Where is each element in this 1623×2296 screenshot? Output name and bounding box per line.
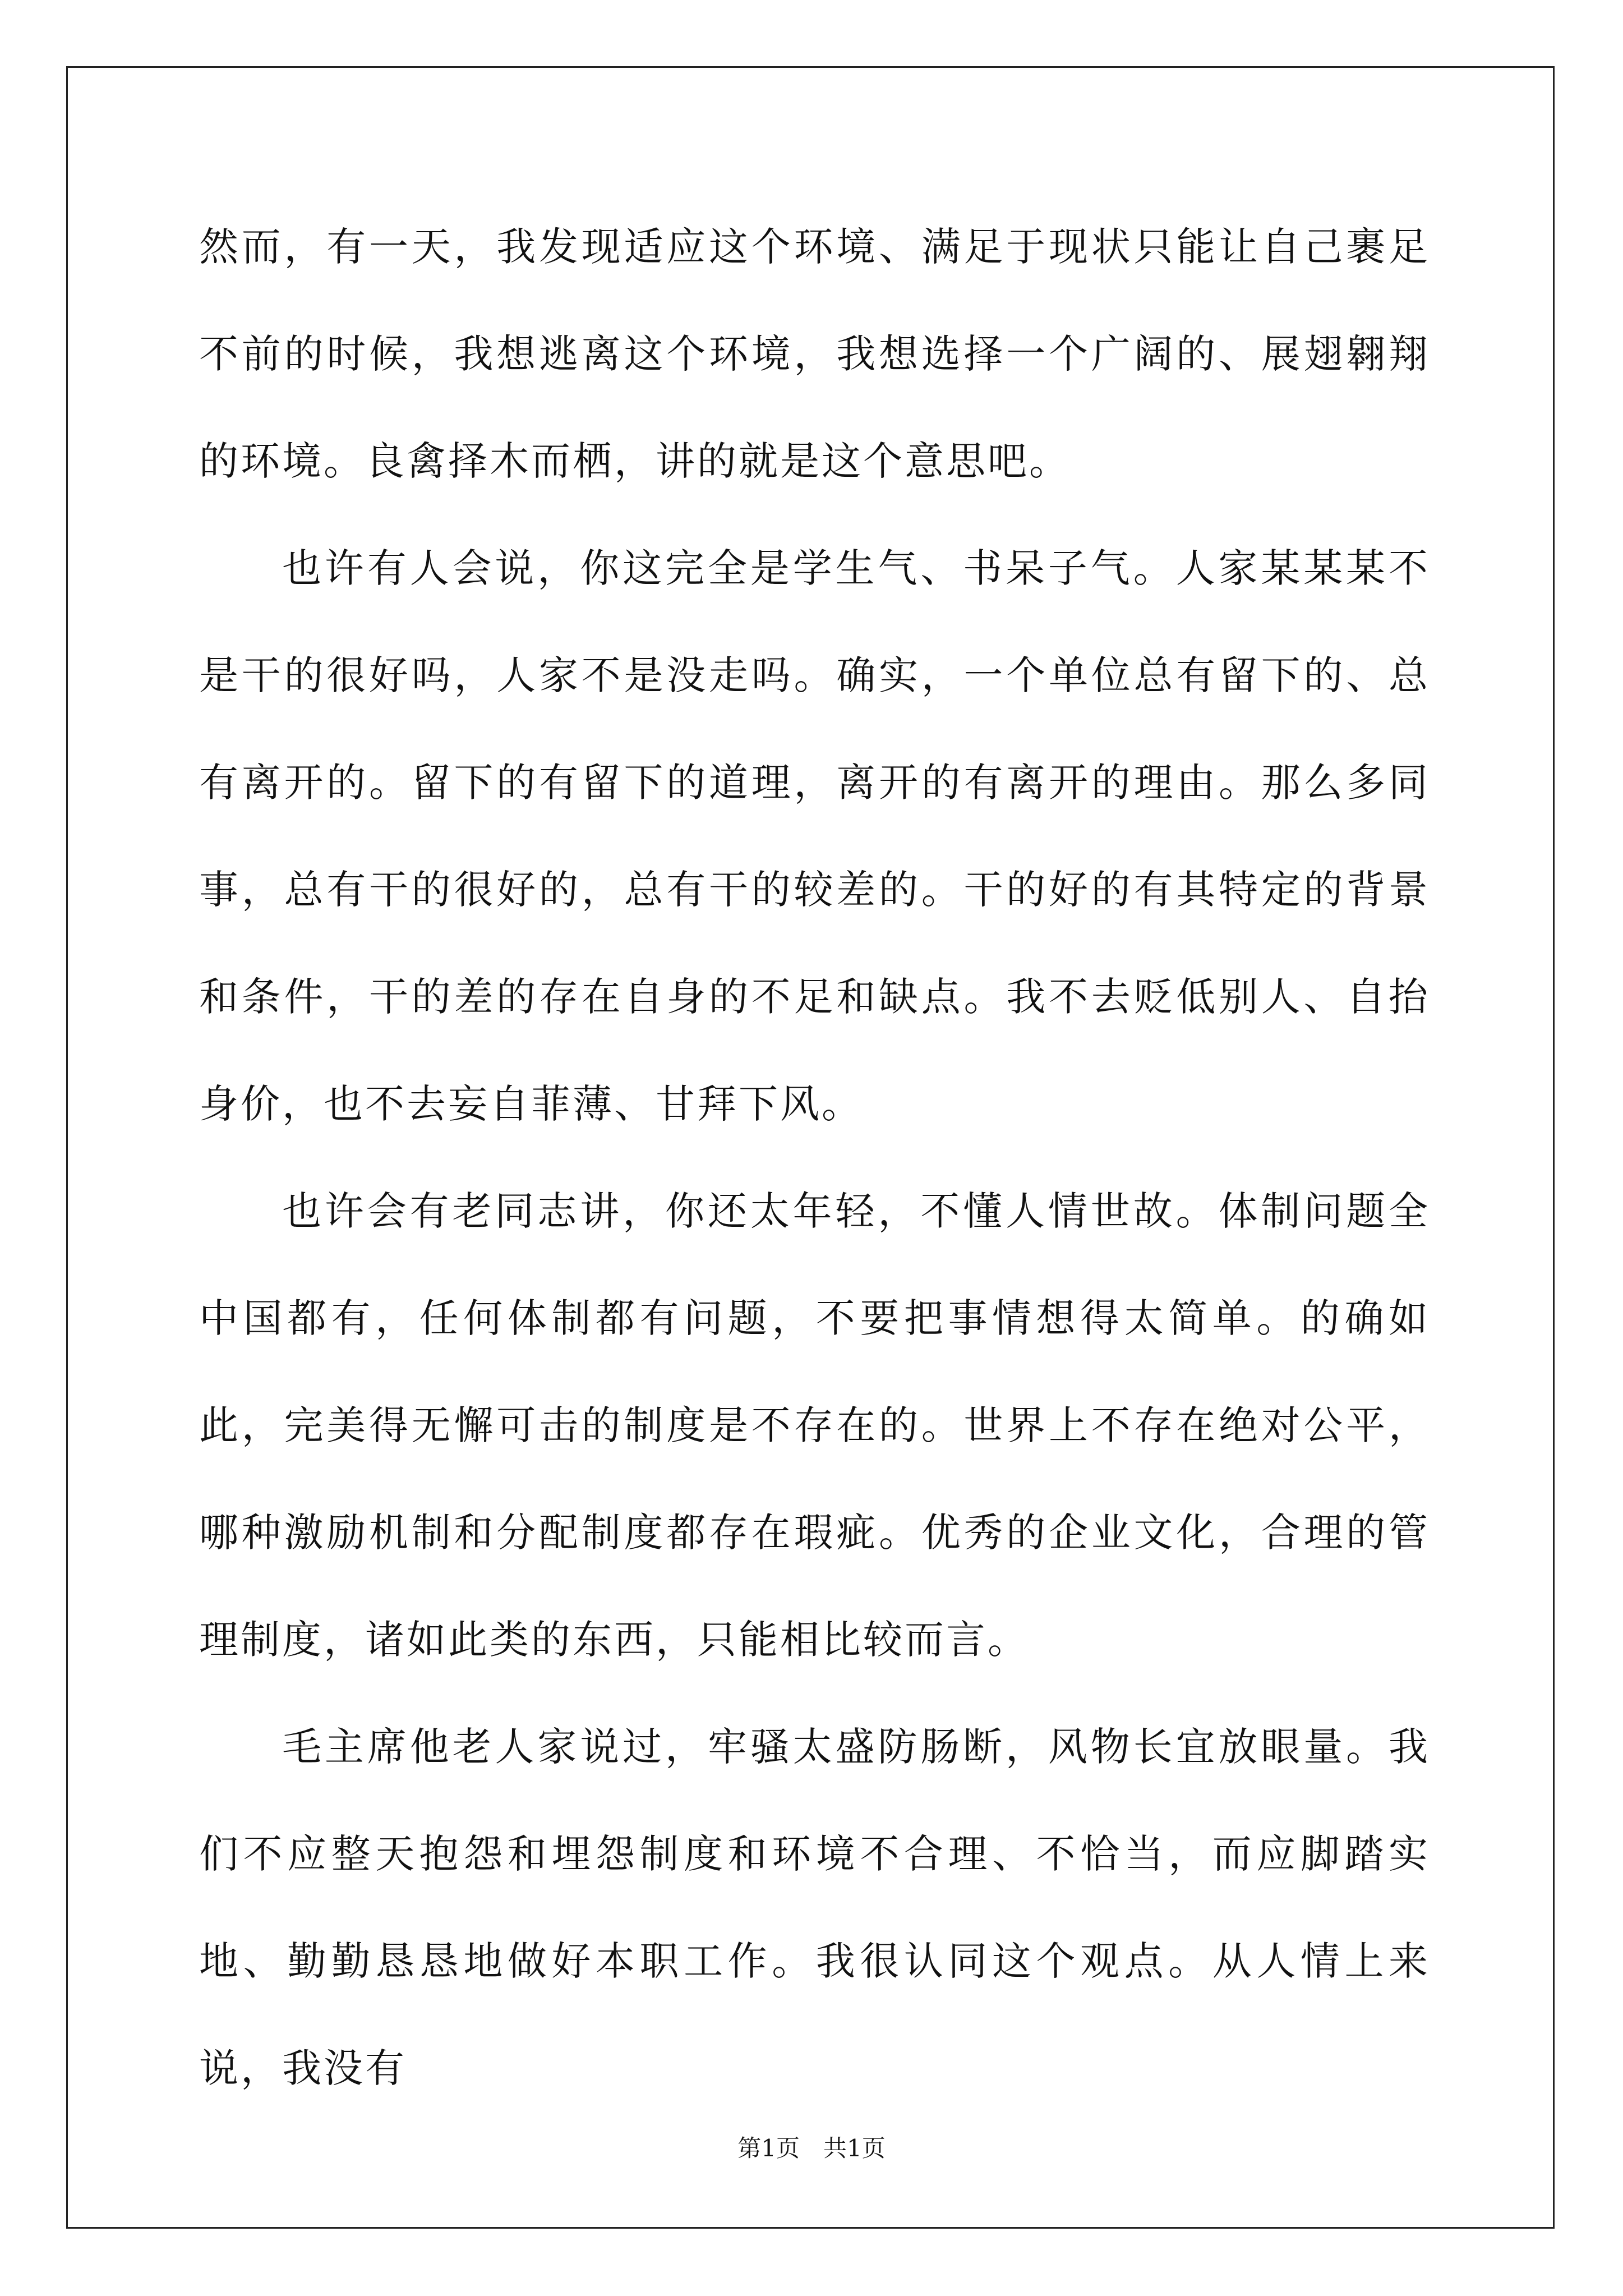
- paragraph-3: 也许会有老同志讲，你还太年轻，不懂人情世故。体制问题全中国都有，任何体制都有问题，不要把事情想得太简单。的确如此，完美得无懈可击的制度是不存在的。世界上不存在绝对公平，哪种激励机制和分配制度都存在瑕疵。优秀的企业文化，合理的管理制度，诸如此类的东西，只能相比较而言。: [199, 1188, 1430, 1663]
- paragraph-1: 然而，有一天，我发现适应这个环境、满足于现状只能让自己裹足不前的时候，我想逃离这个环境，我想选择一个广阔的、展翅翱翔的环境。良禽择木而栖，讲的就是这个意思吧。: [199, 224, 1430, 484]
- document-body: [199, 194, 1430, 2122]
- paragraph-2: 也许有人会说，你这完全是学生气、书呆子气。人家某某某不是干的很好吗，人家不是没走吗。确实，一个单位总有留下的、总有离开的。留下的有留下的道理，离开的有离开的理由。那么多同事，总有干的很好的，总有干的较差的。干的好的有其特定的背景和条件，干的差的存在自身的不足和缺点。我不去贬低别人、自抬身价，也不去妄自菲薄、甘拜下风。: [199, 545, 1430, 1127]
- paragraph-4: 毛主席他老人家说过，牢骚太盛防肠断，风物长宜放眼量。我们不应整天抱怨和埋怨制度和环境不合理、不恰当，而应脚踏实地、勤勤恳恳地做好本职工作。我很认同这个观点。从人情上来说，我没有: [199, 1724, 1430, 2091]
- page-number-label: 第1页 共1页: [737, 2134, 886, 2162]
- page-footer: [0, 2132, 1623, 2165]
